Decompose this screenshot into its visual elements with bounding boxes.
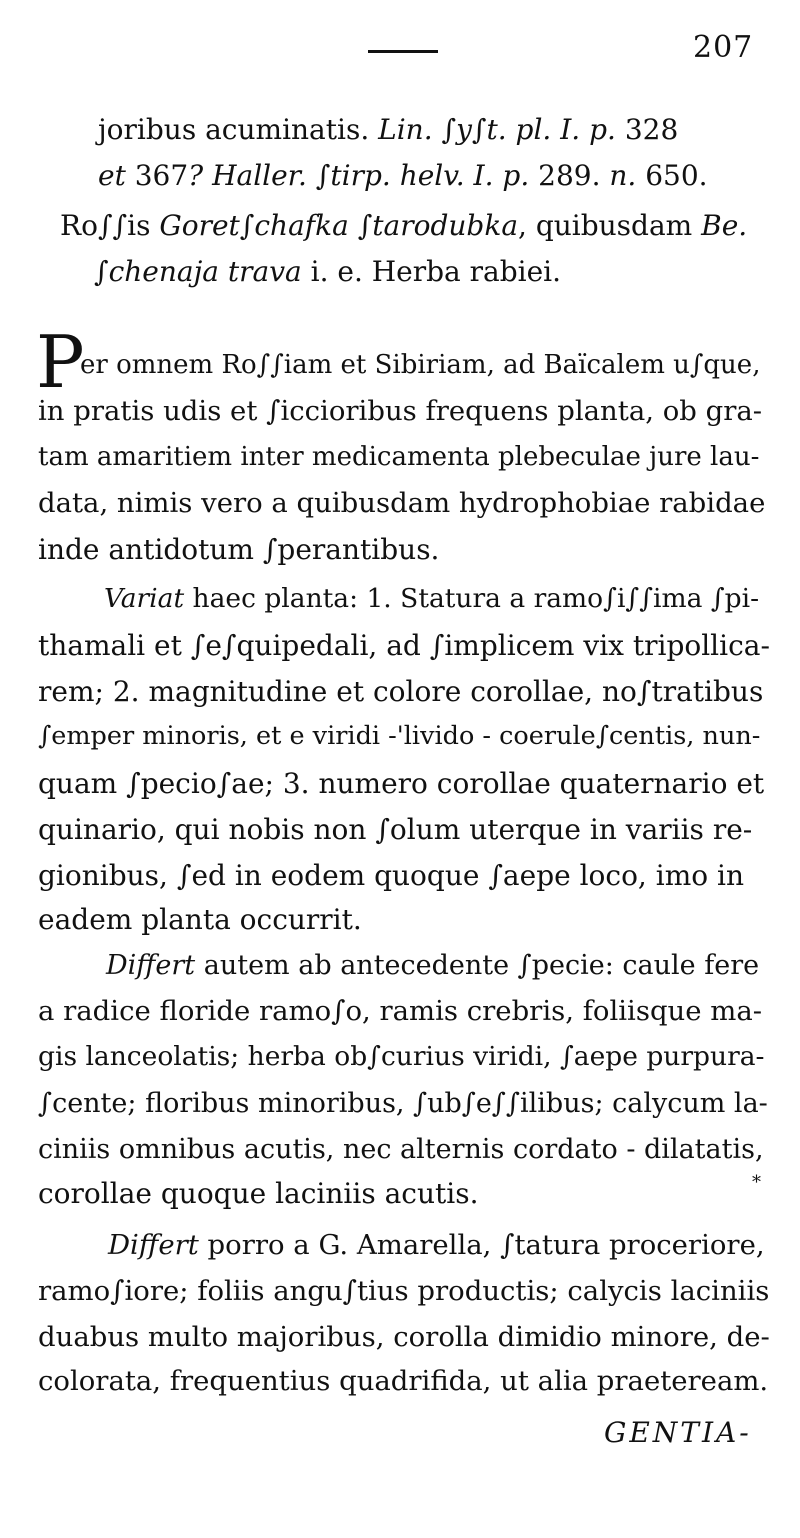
paragraph-line — [38, 903, 362, 936]
paragraph-line — [38, 1275, 770, 1307]
roman-text: haec planta: 1. Statura a ramo∫i∫∫ima ∫pi- — [184, 583, 760, 614]
paragraph-line — [38, 813, 753, 846]
paragraph-line — [38, 1321, 770, 1353]
paragraph-line — [38, 675, 764, 708]
stray-printer-mark: * — [752, 1172, 761, 1193]
header-rule — [368, 50, 438, 53]
italic-text: Lin. ∫y∫t. pl. I. p. — [378, 113, 616, 146]
paragraph-line — [108, 1229, 765, 1261]
roman-text: rem; 2. magnitudine et colore corollae, no∫tratibus — [38, 675, 764, 708]
roman-text: ∫emper minoris, et e viridi -'livido - coerule∫centis, nun- — [38, 721, 761, 751]
roman-text: ∫cente; floribus minoribus, ∫ub∫e∫∫ilibus; calycum la- — [38, 1088, 768, 1119]
paragraph-line: inde antidotum ∫perantibus. — [38, 533, 440, 566]
roman-text: 328 — [615, 113, 679, 146]
roman-text: thamali et ∫e∫quipedali, ad ∫implicem vix tripollica- — [38, 629, 770, 662]
paragraph-line — [38, 1041, 765, 1072]
italic-text: Differt — [106, 950, 196, 981]
roman-text: 650. — [636, 159, 708, 192]
paragraph-line — [38, 721, 761, 751]
drop-cap: P — [36, 320, 85, 404]
roman-text: ciniis omnibus acutis, nec alternis cordato - dilatatis, — [38, 1134, 764, 1165]
roman-text: eadem planta occurrit. — [38, 903, 362, 936]
paragraph-line — [38, 1365, 769, 1397]
roman-text: quam ∫pecio∫ae; 3. numero corollae quaternario et — [38, 767, 765, 800]
roman-text: corollae quoque laciniis acutis. — [38, 1177, 479, 1210]
paragraph-line — [38, 1136, 764, 1163]
roman-text: 289. — [529, 159, 610, 192]
roman-text: Ro∫∫is — [60, 209, 160, 242]
roman-text: autem ab antecedente ∫pecie: caule fere — [195, 950, 760, 981]
paragraph-line: er omnem Ro∫∫iam et Sibiriam, ad Baïcalem u∫que, — [80, 350, 761, 380]
roman-text: gionibus, ∫ed in eodem quoque ∫aepe loco, imo in — [38, 859, 744, 892]
roman-text: quinario, qui nobis non ∫olum uterque in variis re- — [38, 813, 753, 846]
paragraph-line — [38, 995, 763, 1027]
paragraph-line — [38, 629, 770, 662]
page-number: 207 — [693, 30, 754, 65]
synonymy-line — [60, 209, 748, 242]
roman-text: a radice floride ramo∫o, ramis crebris, foliisque ma- — [38, 995, 763, 1027]
roman-text: i. e. Herba rabiei. — [301, 255, 562, 288]
paragraph-line — [38, 1090, 768, 1117]
italic-text: Differt — [108, 1229, 199, 1261]
roman-text: ramo∫iore; foliis angu∫tius productis; calycis laciniis — [38, 1275, 770, 1307]
synonymy-line — [98, 159, 708, 192]
paragraph-line: tam amaritiem inter medicamenta plebeculae jure lau- — [38, 442, 760, 472]
synonymy-line — [98, 113, 679, 146]
roman-text: duabus multo majoribus, corolla dimidio minore, de- — [38, 1321, 770, 1353]
italic-text: ? Haller. ∫tirp. helv. I. p. — [188, 159, 530, 192]
italic-text: et — [98, 159, 126, 192]
roman-text: , quibusdam — [518, 209, 702, 242]
roman-text: 367 — [125, 159, 189, 192]
paragraph-line — [38, 859, 744, 892]
paragraph-line — [38, 767, 765, 800]
paragraph-line — [106, 952, 759, 979]
roman-text: colorata, frequentius quadrifida, ut alia praeteream. — [38, 1365, 769, 1397]
paragraph-line: in pratis udis et ∫iccioribus frequens planta, ob gra- — [38, 395, 763, 427]
roman-text: joribus acuminatis. — [98, 113, 379, 146]
italic-text: ∫chenaja trava — [94, 255, 302, 288]
italic-text: Variat — [104, 583, 185, 614]
synonymy-line — [94, 255, 562, 288]
catchword: GENTIA- — [604, 1416, 752, 1449]
italic-text: n. — [609, 159, 637, 192]
paragraph-line: data, nimis vero a quibusdam hydrophobiae rabidae — [38, 487, 766, 519]
paragraph-line — [104, 583, 760, 614]
italic-text: Be. — [701, 209, 748, 242]
italic-text: Goret∫chafka ∫tarodubka — [159, 209, 519, 242]
paragraph-line — [38, 1177, 479, 1210]
roman-text: gis lanceolatis; herba ob∫curius viridi, ∫aepe purpura- — [38, 1041, 765, 1072]
roman-text: porro a G. Amarella, ∫tatura proceriore, — [198, 1229, 765, 1261]
